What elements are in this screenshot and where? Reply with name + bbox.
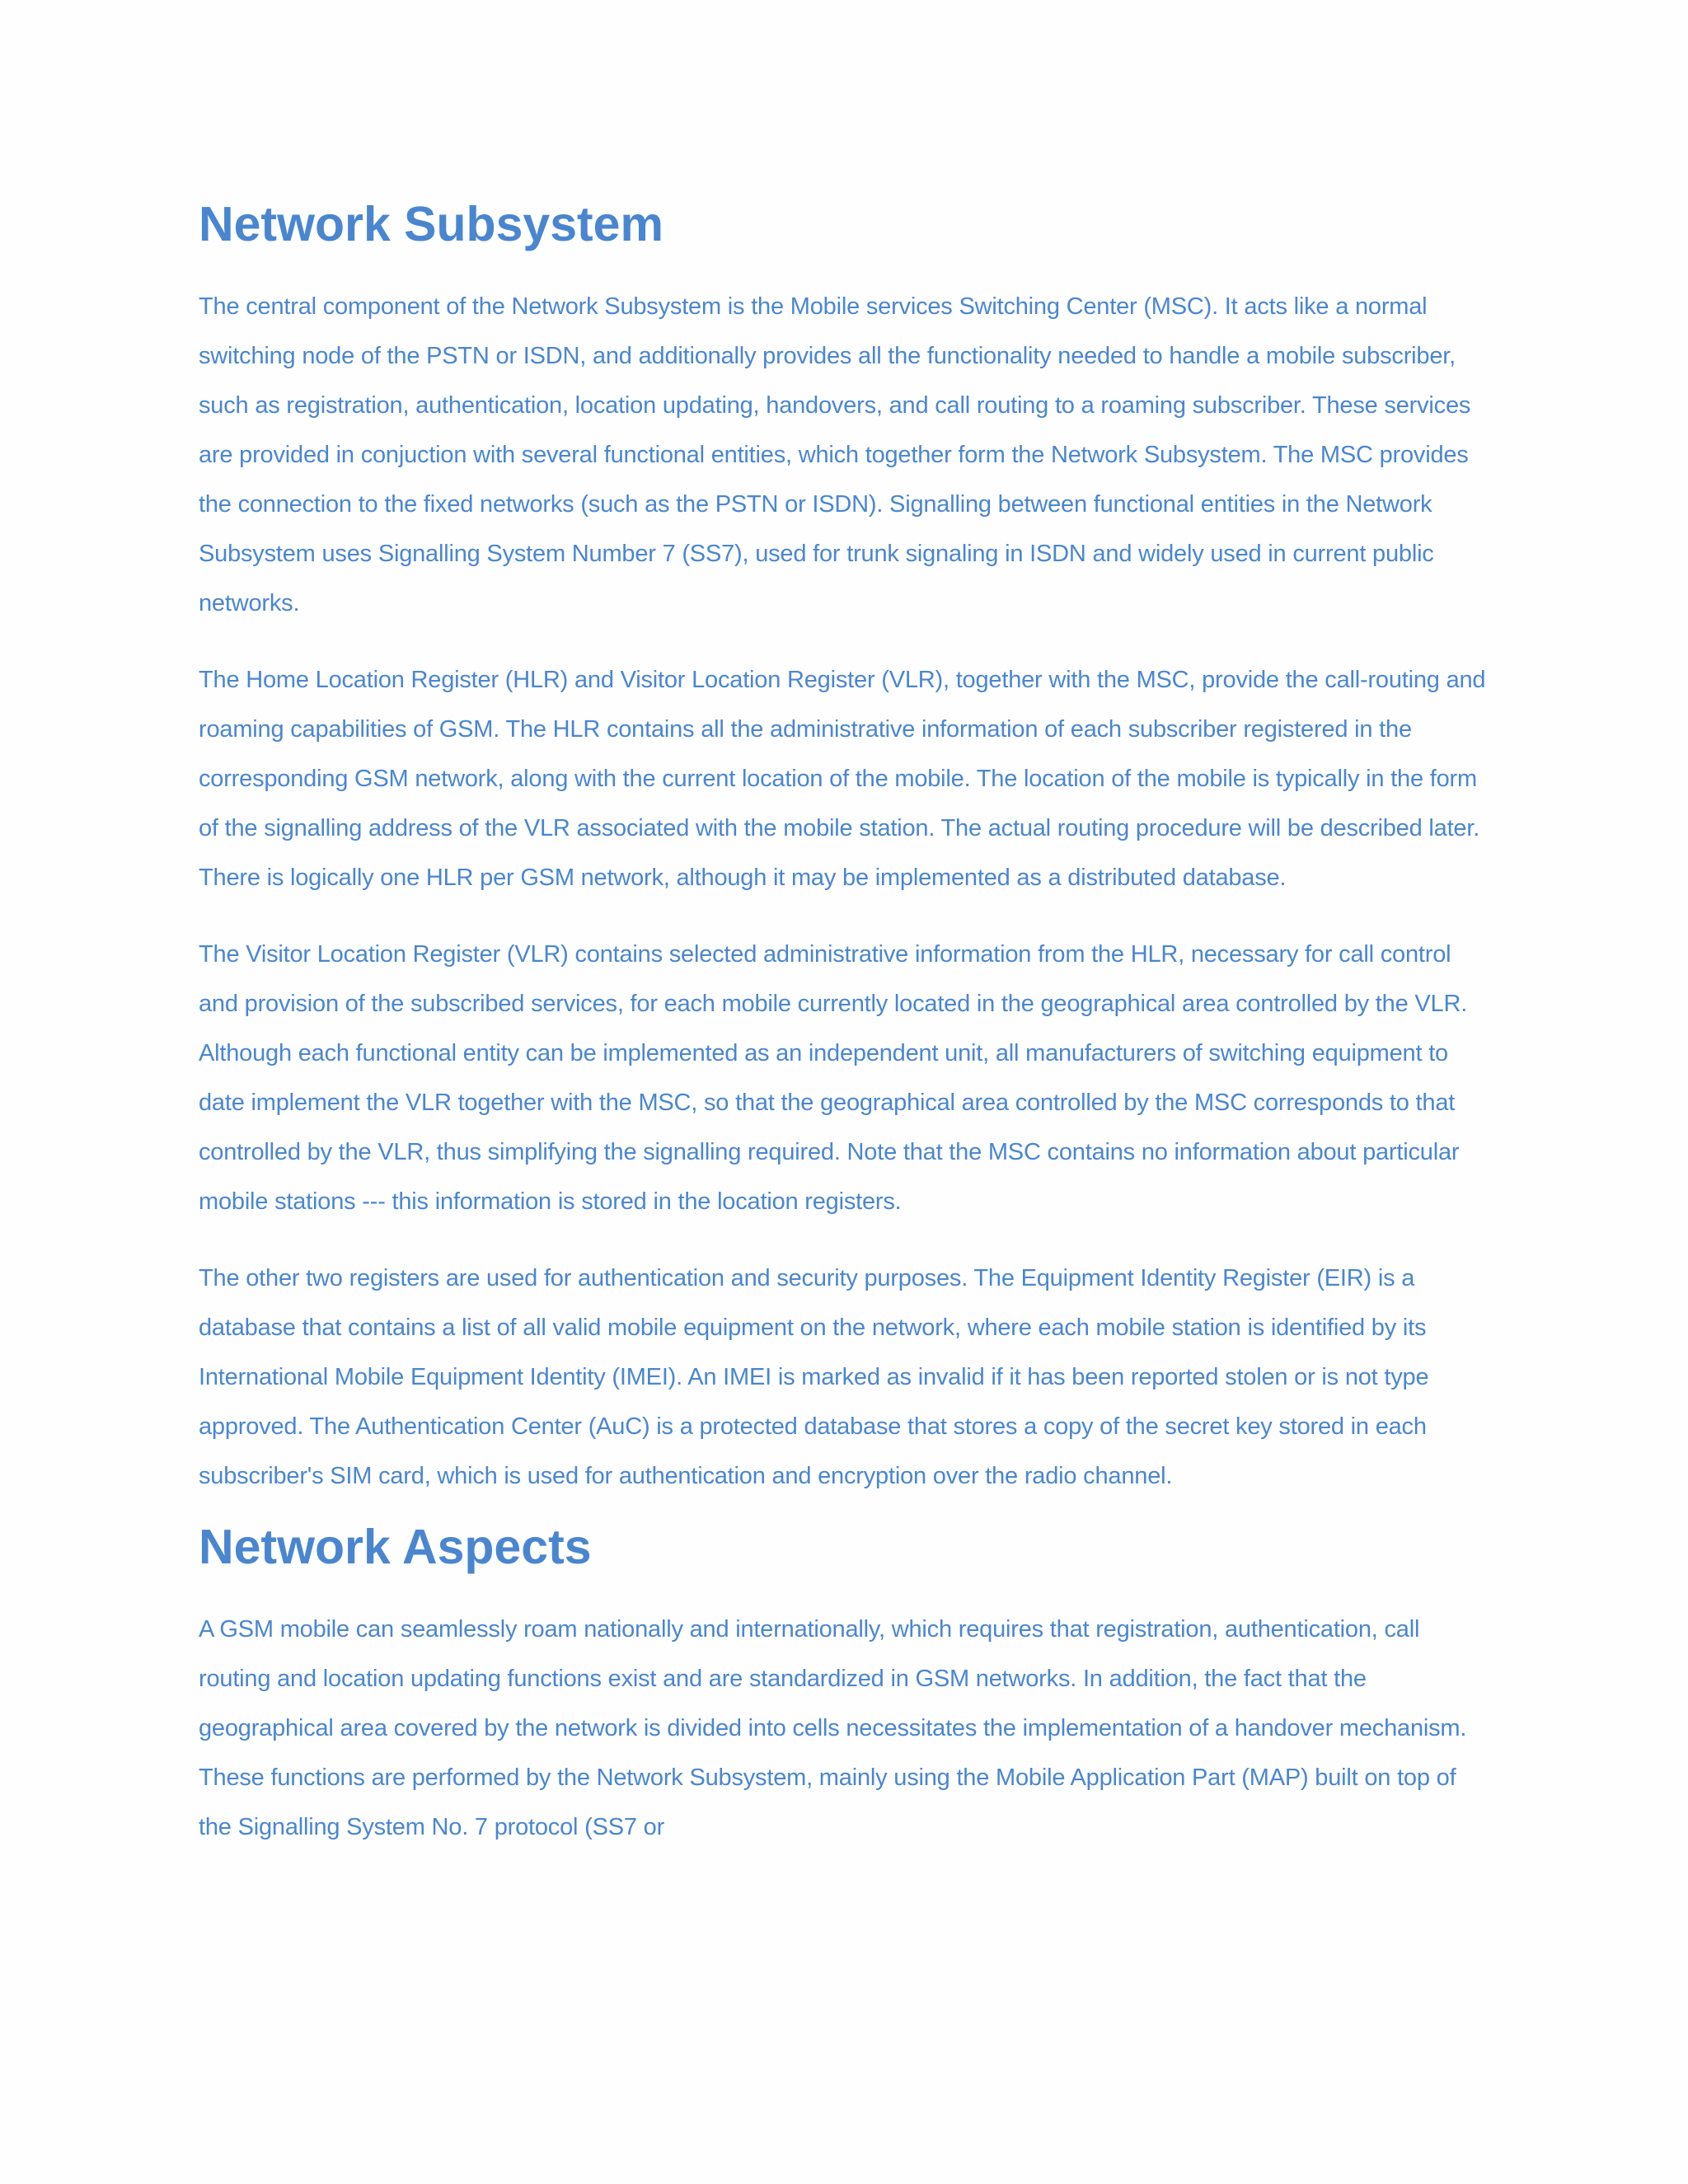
section-heading-network-aspects: Network Aspects xyxy=(199,1520,592,1574)
document-body xyxy=(199,190,1493,1879)
section-heading-network-subsystem: Network Subsystem xyxy=(199,197,663,251)
paragraph-msc: The central component of the Network Subsystem is the Mobile services Switching Center (MSC). It acts like a normal switching node of the PSTN or ISDN, and additionally provides all the functionality needed to handle a mobile subscriber, such as registration, authentication, location updating, handovers, and call routing to a roaming subscriber. These services are provided in conjuction with several functional entities, which together form the Network Subsystem. The MSC provides the connection to the fixed networks (such as the PSTN or ISDN). Signalling between functional entities in the Network Subsystem uses Signalling System Number 7 (SS7), used for trunk signaling in ISDN and widely used in current public networks. xyxy=(199,293,1471,616)
paragraph-hlr-vlr: The Home Location Register (HLR) and Visitor Location Register (VLR), together with the MSC, provide the call-routing and roaming capabilities of GSM. The HLR contains all the administrative information of each subscriber registered in the corresponding GSM network, along with the current location of the mobile. The location of the mobile is typically in the form of the signalling address of the VLR associated with the mobile station. The actual routing procedure will be described later. There is logically one HLR per GSM network, although it may be implemented as a distributed database. xyxy=(199,667,1486,891)
paragraph-roaming: A GSM mobile can seamlessly roam nationally and internationally, which requires that registration, authentication, call routing and location updating functions exist and are standardized in GSM networks. In addition, the fact that the geographical area covered by the network is divided into cells necessitates the implementation of a handover mechanism. These functions are performed by the Network Subsystem, mainly using the Mobile Application Part (MAP) built on top of the Signalling System No. 7 protocol (SS7 or xyxy=(199,1616,1467,1840)
paragraph-vlr: The Visitor Location Register (VLR) contains selected administrative information from the HLR, necessary for call control and provision of the subscribed services, for each mobile currently located in the geographical area controlled by the VLR. Although each functional entity can be implemented as an independent unit, all manufacturers of switching equipment to date implement the VLR together with the MSC, so that the geographical area controlled by the MSC corresponds to that controlled by the VLR, thus simplifying the signalling required. Note that the MSC contains no information about particular mobile stations --- this information is stored in the location registers. xyxy=(199,941,1468,1215)
paragraph-eir-auc: The other two registers are used for authentication and security purposes. The Equipment Identity Register (EIR) is a database that contains a list of all valid mobile equipment on the network, where each mobile station is identified by its International Mobile Equipment Identity (IMEI). An IMEI is marked as invalid if it has been reported stolen or is not type approved. The Authentication Center (AuC) is a protected database that stores a copy of the secret key stored in each subscriber's SIM card, which is used for authentication and encryption over the radio channel. xyxy=(199,1265,1429,1489)
